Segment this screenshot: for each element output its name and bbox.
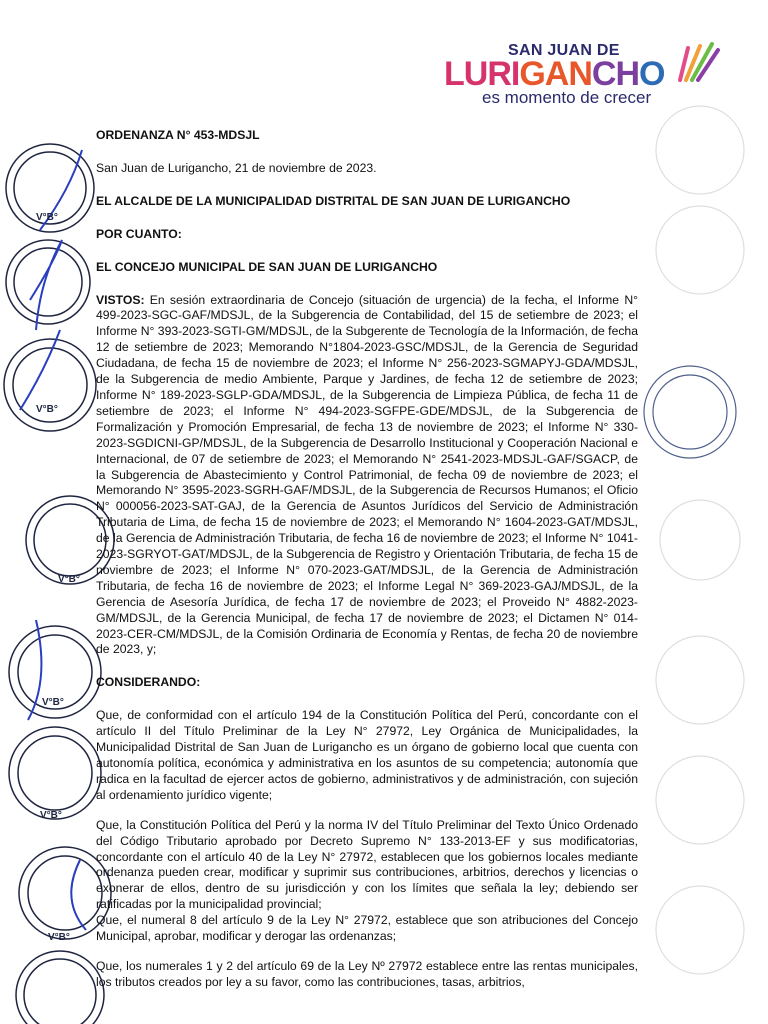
place-date: San Juan de Lurigancho, 21 de noviembre de 2023. [96,160,377,175]
logo-part-2: GAN [519,55,592,93]
logo-part-4: O [639,55,665,93]
mayor-line: EL ALCALDE DE LA MUNICIPALIDAD DISTRITAL DE SAN JUAN DE LURIGANCHO [96,193,571,208]
municipality-logo [444,40,724,110]
ordinance-document [96,128,638,991]
considerando-paragraph-3: Que, el numeral 8 del artículo 9 de la Ley N° 27972, establece que son atribuciones del Concejo Municipal, aprobar, modificar y derogar las ordenanzas; [96,913,638,944]
considerando-paragraph-1: Que, de conformidad con el artículo 194 de la Constitución Política del Perú, concordante con el artículo II del Título Preliminar de la Ley N° 27972, Ley Orgánica de Municipalidades, la Municipalidad Distrital de San Juan de Lurigancho es un órgano de gobierno local que cuenta con autonomía política, económica y administrativa en los asuntos de su competencia; autonomía que radica en la facultad de ejercer actos de gobierno, administrativos y de administración, con sujeción al ordenamiento jurídico vigente; [96,708,638,802]
logo-part-1: LURI [444,55,520,93]
stamp-vb-6: V°B° [48,932,70,943]
stamp-vb-4: V°B° [42,697,64,708]
vistos-label: VISTOS: [96,292,145,307]
vistos-text: En sesión extraordinaria de Concejo (situación de urgencia) de la fecha, el Informe N° 499-2023-SGC-GAF/MDSJL, de la Subgerencia de Contabilidad, del 15 de setiembre de 2023; el Informe N° 393-2023-SGTI-GM/MDSJL, de la Subgerente de Tecnología de la Información, de fecha 12 de setiembre de 2023; Memorando N°1804-2023-GSC/MDSJL, de la Gerencia de Seguridad Ciudadana, de fecha 15 de noviembre de 2023; el Informe N° 256-2023-SGMAPYJ-GDA/MDSJL, de la Subgerencia de medio Ambiente, Parque y Jardines, de fecha 12 de setiembre de 2023; Informe N° 189-2023-SGLP-GDA/MDSJL, de la Subgerencia de Limpieza Pública, de fecha 11 de setiembre de 2023; el Informe N° 494-2023-SGFPE-GDE/MDSJL, de la Subgerencia de Formalización y Promoción Empresarial, de fecha 13 de noviembre de 2023; el Informe N° 330-2023-SGDICNI-GP/MDSJL, de la Subgerencia de Desarrollo Institucional y Cooperación Nacional e Internacional, de 07 de setiembre de 2023; el Memorando N° 2541-2023-MDSJL-GAF/SGACP, de la Subgerencia de Abastecimiento y Control Patrimonial, de fecha 09 de noviembre de 2023; el Memorando N° 3595-2023-SGRH-GAF/MDSJL, de la Subgerencia de Recursos Humanos; el Oficio N° 000056-2023-SAT-GAJ, de la Gerencia de Asuntos Jurídicos del Servicio de Administración Tributaria de Lima, de fecha 15 de noviembre de 2023; el Memorando N° 1604-2023-GAT/MDSJL, de la Gerencia de Administración Tributaria, de fecha 16 de noviembre de 2023; el Informe N° 1041-2023-SGRYOT-GAT/MDSJL, de la Subgerencia de Registro y Orientación Tributaria, de fecha 15 de noviembre de 2023; el Informe N° 070-2023-GAT/MDSJL, de la Gerencia de Administración Tributaria, de fecha 16 de noviembre de 2023; el Informe Legal N° 369-2023-GAJ/MDSJL, de la Gerencia de Asesoría Jurídica, de fecha 17 de noviembre de 2023; el Proveido N° 4882-2023-GM/MDSJL, de la Gerencia Municipal, de fecha 17 de noviembre de 2023; el Dictamen N° 014-2023-CER-CM/MDSJL, de la Comisión Ordinaria de Economía y Rentas, de fecha 20 de noviembre de 2023, y; [96,292,638,657]
considerando-paragraph-4: Que, los numerales 1 y 2 del artículo 69 de la Ley Nº 27972 establece entre las rentas municipales, los tributos creados por ley a su favor, como las contribuciones, tasas, arbitrios, [96,958,638,989]
considerando-label: CONSIDERANDO: [96,675,201,690]
logo-part-3: CH [591,55,639,93]
stamp-vb-2: V°B° [36,404,58,415]
council-line: EL CONCEJO MUNICIPAL DE SAN JUAN DE LURIGANCHO [96,259,438,274]
logo-top-text: SAN JUAN DE [508,42,620,59]
ordinance-title: ORDENANZA N° 453-MDSJL [96,128,260,142]
logo-brush-icon [672,40,722,85]
stamp-vb-5: V°B° [40,810,62,821]
stamp-vb-1: V°B° [36,212,58,223]
considerando-paragraph-2: Que, la Constitución Política del Perú y la norma IV del Título Preliminar del Texto Único Ordenado del Código Tributario aprobado por Decreto Supremo N° 133-2013-EF y sus modificatorias, concordante con el artículo 40 de la Ley N° 27972, establecen que los gobiernos locales mediante ordenanza pueden crear, modificar y suprimir sus contribuciones, arbitrios, derechos y licencias o exonerar de ellos, dentro de su jurisdicción y con los límites que señala la ley; debiendo ser ratificadas por la municipalidad provincial; [96,817,638,912]
vistos-paragraph [96,293,638,659]
logo-tagline: es momento de crecer [482,88,652,107]
por-cuanto: POR CUANTO: [96,226,182,241]
stamp-vb-3: V°B° [58,574,80,585]
